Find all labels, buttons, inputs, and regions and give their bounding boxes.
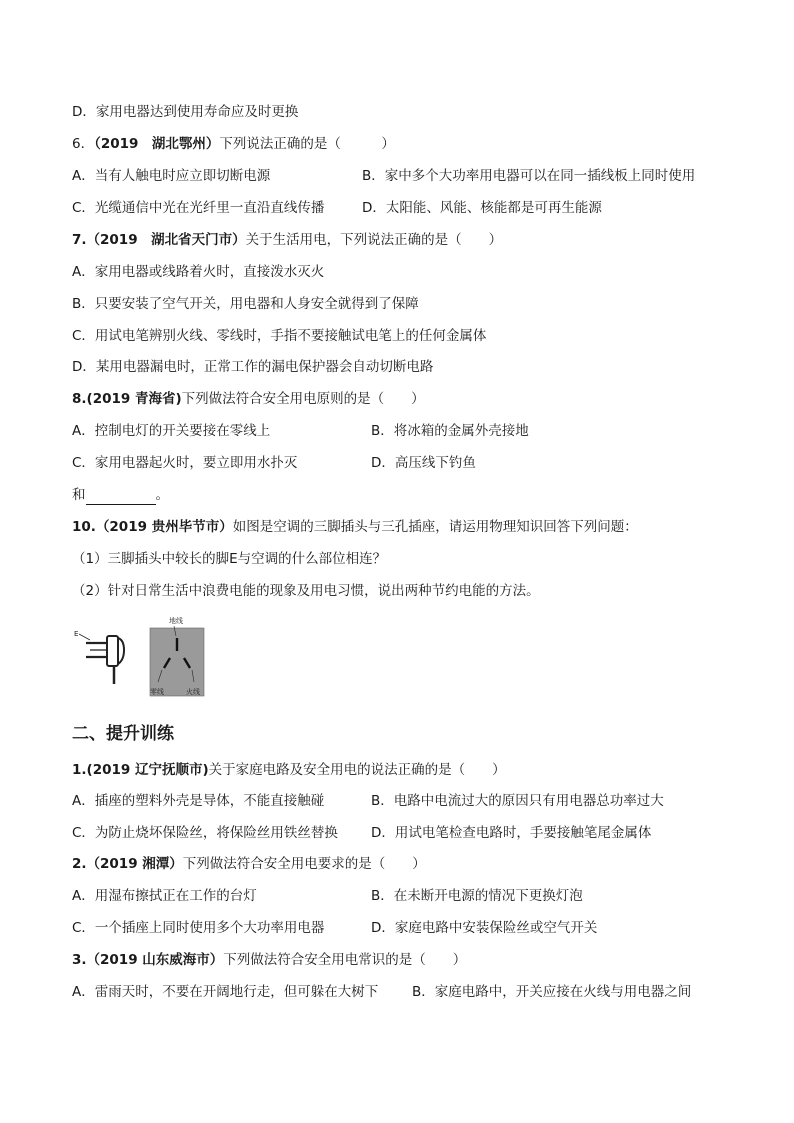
- q7-option-d: D．某用电器漏电时，正常工作的漏电保护器会自动切断电路: [72, 359, 434, 375]
- three-pin-plug: [74, 630, 124, 684]
- q6-option-a: A．当有人触电时应立即切断电源: [72, 168, 271, 184]
- p3-option-a: A．雷雨天时，不要在开阔地行走，但可躲在大树下: [72, 984, 379, 1000]
- p3-option-b: B．家庭电路中，开关应接在火线与用电器之间: [412, 984, 692, 1000]
- q5-option-d: D．家用电器达到使用寿命应及时更换: [72, 104, 299, 120]
- p2-option-d: D．家庭电路中安装保险丝或空气开关: [371, 920, 598, 936]
- q8-option-d: D．高压线下钓鱼: [371, 455, 476, 471]
- p1-option-a: A．插座的塑料外壳是导体，不能直接触碰: [72, 793, 325, 809]
- plug-pin-e-label: E: [74, 630, 79, 638]
- p1-option-b: B．电路中电流过大的原因只有用电器总功率过大: [371, 793, 664, 809]
- question-source: 7.（2019 湖北省天门市）: [72, 232, 246, 248]
- answer-blank: [86, 490, 156, 505]
- question-text: 下列做法符合安全用电要求的是（ ）: [182, 856, 426, 872]
- plug-socket-figure: [72, 612, 212, 706]
- question-source: 10.（2019 贵州毕节市）: [72, 519, 233, 535]
- question-source: 3.（2019 山东威海市）: [72, 952, 224, 968]
- q6-option-b: B．家中多个大功率用电器可以在同一插线板上同时使用: [362, 168, 696, 184]
- question-number: 6．: [72, 136, 95, 152]
- question-text: 关于生活用电，下列说法正确的是（ ）: [245, 232, 503, 248]
- p2-option-b: B．在未断开电源的情况下更换灯泡: [371, 888, 583, 904]
- p1-option-d: D．用试电笔检查电路时，手要接触笔尾金属体: [371, 825, 652, 841]
- p1-option-c: C．为防止烧坏保险丝，将保险丝用铁丝替换: [72, 825, 338, 841]
- p2-option-c: C．一个插座上同时使用多个大功率用电器: [72, 920, 325, 936]
- p1-stem: [72, 760, 506, 780]
- question-source: 2.（2019 湘潭）: [72, 856, 183, 872]
- question-source: 1.(2019 辽宁抚顺市): [72, 762, 209, 778]
- question-8-stem: [72, 389, 425, 409]
- p2-option-a: A．用湿布擦拭正在工作的台灯: [72, 888, 257, 904]
- p3-stem: [72, 950, 466, 970]
- q7-option-c: C．用试电笔辨别火线、零线时，手指不要接触试电笔上的任何金属体: [72, 328, 487, 344]
- q8-option-a: A．控制电灯的开关要接在零线上: [72, 423, 271, 439]
- question-6-stem: [72, 134, 395, 154]
- q6-option-c: C．光缆通信中光在光纤里一直沿直线传播: [72, 200, 325, 216]
- socket-neutral-label: 零线: [150, 688, 164, 696]
- question-text: 下列说法正确的是（ ）: [219, 136, 395, 152]
- socket-ground-label: 地线: [169, 617, 183, 625]
- question-text: 下列做法符合安全用电原则的是（ ）: [181, 391, 425, 407]
- three-hole-socket: [150, 616, 204, 696]
- question-10-stem: [72, 517, 638, 537]
- p2-stem: [72, 854, 426, 874]
- question-source: （2019 湖北鄂州）: [94, 136, 220, 152]
- question-text: 下列做法符合安全用电常识的是（ ）: [223, 952, 467, 968]
- plug-socket-diagram: [72, 612, 212, 702]
- q7-option-b: B．只要安装了空气开关，用电器和人身安全就得到了保障: [72, 296, 419, 312]
- q6-option-d: D．太阳能、风能、核能都是可再生能源: [362, 200, 602, 216]
- fill-blank-line: 和 。: [72, 487, 169, 503]
- socket-live-label: 火线: [186, 688, 200, 696]
- question-7-stem: [72, 230, 502, 250]
- question-source: 8.(2019 青海省): [72, 391, 182, 407]
- q10-sub-1: （1）三脚插头中较长的脚E与空调的什么部位相连？: [72, 551, 387, 567]
- q10-sub-2: （2）针对日常生活中浪费电能的现象及用电习惯，说出两种节约电能的方法。: [72, 583, 540, 599]
- section-heading: 二、提升训练: [72, 724, 174, 744]
- question-text: 如图是空调的三脚插头与三孔插座，请运用物理知识回答下列问题：: [232, 519, 638, 535]
- question-text: 关于家庭电路及安全用电的说法正确的是（ ）: [208, 762, 506, 778]
- q7-option-a: A．家用电器或线路着火时，直接泼水灭火: [72, 264, 325, 280]
- q8-option-c: C．家用电器起火时，要立即用水扑灭: [72, 455, 298, 471]
- q8-option-b: B．将冰箱的金属外壳接地: [371, 423, 529, 439]
